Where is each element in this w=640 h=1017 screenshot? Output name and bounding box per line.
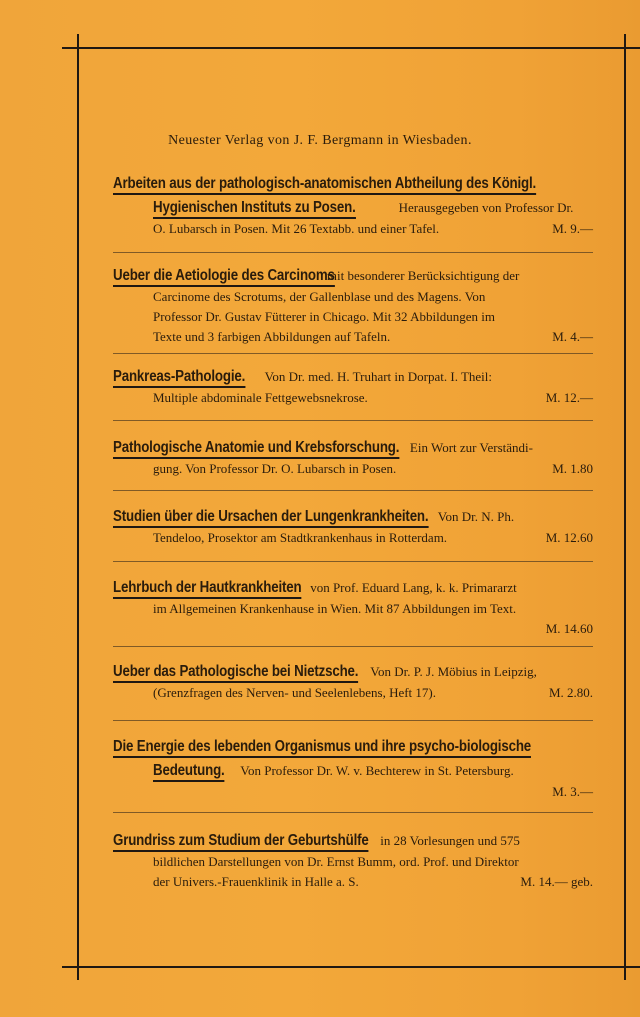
entry-title: Lehrbuch der Hautkrankheiten: [113, 578, 302, 599]
entry-text: Herausgegeben von Professor Dr.: [398, 200, 574, 215]
catalog-entry-5: [113, 507, 593, 548]
entry-text: mit besonderer Berücksichtigung der: [326, 268, 520, 283]
entry-price: M. 9.—: [552, 221, 593, 236]
catalog-entry-2: [113, 266, 593, 347]
publisher-header: Neuester Verlag von J. F. Bergmann in Wiesbaden.: [168, 133, 472, 148]
entry-text: (Grenzfragen des Nerven- und Seelenlebens, Heft 17).: [153, 685, 436, 700]
entry-text: Professor Dr. Gustav Fütterer in Chicago. Mit 32 Abbildungen im: [153, 309, 495, 324]
catalog-entry-9: [113, 831, 593, 892]
entry-text: in 28 Vorlesungen und 575: [380, 833, 520, 848]
entry-text: Von Dr. med. H. Truhart in Dorpat. I. Theil:: [264, 369, 493, 384]
entry-text: von Prof. Eduard Lang, k. k. Primararzt: [310, 580, 517, 595]
entry-price: M. 1.80: [552, 461, 593, 476]
catalog-entry-7: [113, 662, 593, 703]
entry-text: Von Professor Dr. W. v. Bechterew in St. Petersburg.: [240, 763, 514, 778]
entry-price: M. 4.—: [552, 329, 593, 344]
entry-text: Texte und 3 farbigen Abbildungen auf Tafeln.: [153, 329, 391, 344]
entry-title: Studien über die Ursachen der Lungenkrankheiten.: [113, 507, 428, 528]
entry-text: Tendeloo, Prosektor am Stadtkrankenhaus in Rotterdam.: [153, 530, 448, 545]
left-rule: [77, 34, 79, 980]
entry-title: Pankreas-Pathologie.: [113, 367, 245, 388]
entry-title: Pathologische Anatomie und Krebsforschung.: [113, 438, 399, 459]
entry-text: gung. Von Professor Dr. O. Lubarsch in Posen.: [153, 461, 397, 476]
top-rule: [62, 47, 640, 49]
entry-title: Arbeiten aus der pathologisch-anatomischen Abtheilung des Königl.: [113, 174, 536, 195]
separator: [113, 646, 593, 647]
entry-text: Multiple abdominale Fettgewebsnekrose.: [153, 390, 368, 405]
separator: [113, 812, 593, 813]
entry-text: im Allgemeinen Krankenhause in Wien. Mit 87 Abbildungen im Text.: [153, 601, 517, 616]
catalog-entry-1: [113, 174, 593, 239]
entry-price: M. 12.60: [545, 530, 593, 545]
entry-text: Von Dr. N. Ph.: [437, 509, 515, 524]
entry-price: M. 14.— geb.: [520, 874, 593, 889]
entry-text: Ein Wort zur Verständi-: [409, 440, 533, 455]
entry-text: O. Lubarsch in Posen. Mit 26 Textabb. und einer Tafel.: [153, 221, 440, 236]
entry-title: Die Energie des lebenden Organismus und ihre psycho-biologische: [113, 737, 531, 758]
entry-price: M. 3.—: [552, 784, 593, 799]
separator: [113, 561, 593, 562]
entry-title: Grundriss zum Studium der Geburtshülfe: [113, 831, 369, 852]
catalog-entry-8: [113, 737, 593, 802]
bottom-rule: [62, 966, 640, 968]
entry-price: M. 14.60: [545, 621, 593, 636]
separator: [113, 353, 593, 354]
entry-text: Von Dr. P. J. Möbius in Leipzig,: [370, 664, 537, 679]
catalog-entry-4: [113, 438, 593, 479]
entry-price: M. 12.—: [545, 390, 593, 405]
separator: [113, 720, 593, 721]
entry-price: M. 2.80.: [548, 685, 593, 700]
entry-text: der Univers.-Frauenklinik in Halle a. S.: [153, 874, 359, 889]
catalog-entry-3: [113, 367, 593, 408]
separator: [113, 490, 593, 491]
entry-text: bildlichen Darstellungen von Dr. Ernst Bumm, ord. Prof. und Direktor: [153, 854, 519, 869]
entry-title: Ueber die Aetiologie des Carcinoms: [113, 266, 335, 287]
separator: [113, 420, 593, 421]
entry-title-cont: Hygienischen Instituts zu Posen.: [153, 198, 356, 219]
separator: [113, 252, 593, 253]
entry-title: Ueber das Pathologische bei Nietzsche.: [113, 662, 358, 683]
entry-title-cont: Bedeutung.: [153, 761, 225, 782]
right-rule: [624, 34, 626, 980]
entry-text: Carcinome des Scrotums, der Gallenblase und des Magens. Von: [153, 289, 486, 304]
catalog-entry-6: [113, 578, 593, 639]
